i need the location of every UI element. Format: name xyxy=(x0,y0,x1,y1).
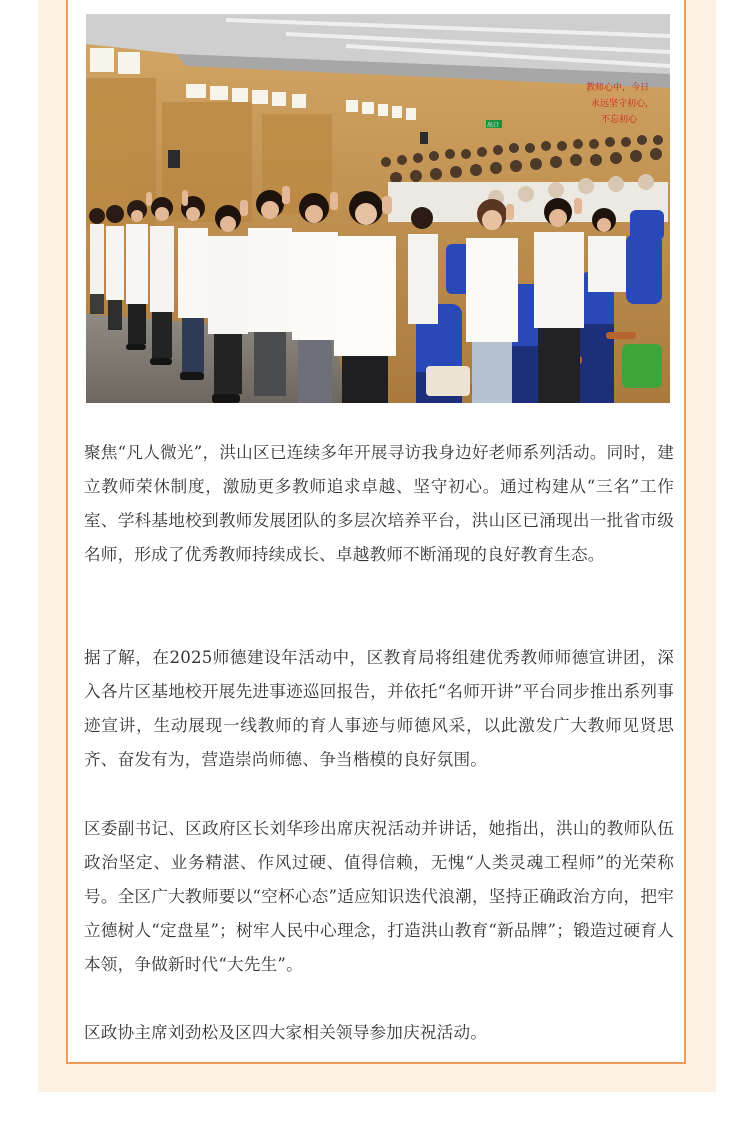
article-card xyxy=(66,0,686,1064)
article-paragraph-4: 区政协主席刘劲松及区四大家相关领导参加庆祝活动。 xyxy=(84,1023,488,1042)
exit-sign-label: 出口 xyxy=(487,122,500,129)
article-paragraph-1: 聚焦“凡人微光”，洪山区已连续多年开展寻访我身边好老师系列活动。同时，建立教师荣休制度，激励更多教师追求卓越、坚守初心。通过构建从“三名”工作室、学科基地校到教师发展团队的多层次培养平台，洪山区已涌现出一批省市级名师，形成了优秀教师持续成长、卓越教师不断涌现的良好教育生态。 xyxy=(84,443,674,564)
auditorium-photo xyxy=(86,14,670,403)
wall-banner-text-3: 不忘初心 xyxy=(601,115,638,125)
article-paragraph-2: 据了解，在2025师德建设年活动中，区教育局将组建优秀教师师德宣讲团，深入各片区基地校开展先进事迹巡回报告，并依托“名师开讲”平台同步推出系列事迹宣讲，生动展现一线教师的育人事迹与师德风采，以此激发广大教师见贤思齐、奋发有为，营造崇尚师德、争当楷模的良好氛围。 xyxy=(84,648,674,769)
wall-banner-text-2: 永远坚守初心， xyxy=(591,99,655,109)
article-paragraph-3: 区委副书记、区政府区长刘华珍出席庆祝活动并讲话，她指出，洪山的教师队伍政治坚定、业务精湛、作风过硬、值得信赖，无愧“人类灵魂工程师”的光荣称号。全区广大教师要以“空杯心态”适应知识迭代浪潮，坚持正确政治方向，把牢立德树人“定盘星”；树牢人民中心理念，打造洪山教育“新品牌”；锻造过硬育人本领，争做新时代“大先生”。 xyxy=(84,819,674,974)
wall-banner-text-1: 教师心中，今日 xyxy=(586,83,650,93)
